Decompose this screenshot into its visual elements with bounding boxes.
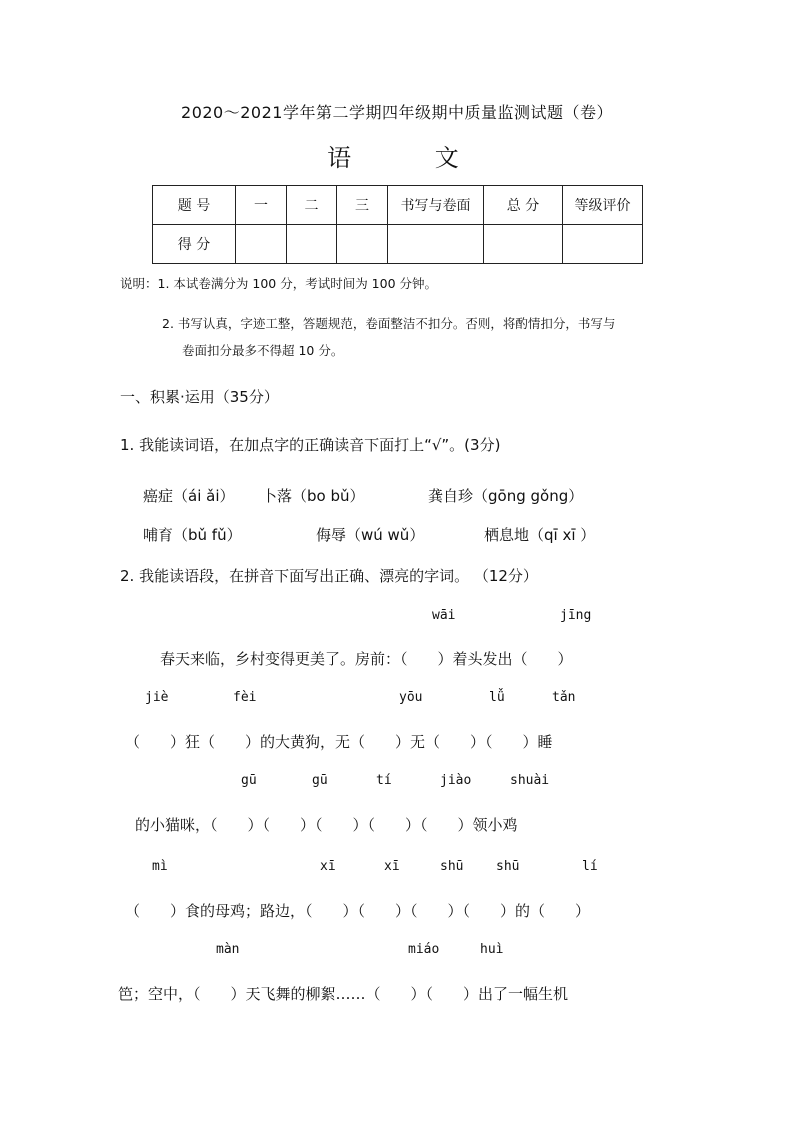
score-input-cell[interactable] [337,225,388,264]
score-table [152,185,643,264]
pinyin-label: gū [241,773,257,788]
text-line: 春天来临，乡村变得更美了。房前：（ ）着头发出（ ） [160,650,573,668]
score-input-cell[interactable] [388,225,484,264]
pinyin-label: huì [480,942,504,957]
pinyin-label: jiào [440,773,472,788]
pinyin-label: wāi [432,608,456,623]
note-line-1: 说明：1. 本试卷满分为 100 分，考试时间为 100 分钟。 [120,276,438,291]
pinyin-label: lí [582,859,598,874]
pinyin-label: yōu [399,690,423,705]
subject-title: 语 文 [327,144,497,172]
pinyin-label: gū [312,773,328,788]
q1-item: 侮辱（wú wǔ） [316,526,425,544]
question-1-prompt: 1. 我能读词语，在加点字的正确读音下面打上“√”。(3分) [120,436,501,454]
score-input-cell[interactable] [484,225,563,264]
section-heading: 一、积累·运用（35分） [120,388,279,406]
score-input-cell[interactable] [236,225,287,264]
note-line-3: 卷面扣分最多不得超 10 分。 [182,343,344,358]
text-line: 的小猫咪，（ ）（ ）（ ）（ ）（ ）领小鸡 [135,816,518,834]
table-cell: 等级评价 [563,186,643,225]
pinyin-label: xī [320,859,336,874]
q1-item: 栖息地（qī xī ） [484,526,596,544]
pinyin-label: shū [496,859,520,874]
table-cell: 一 [236,186,287,225]
pinyin-label: jiè [145,690,169,705]
pinyin-label: tǎn [552,690,576,705]
pinyin-label: lǚ [489,690,505,705]
score-input-cell[interactable] [287,225,337,264]
q1-item: 哺育（bǔ fǔ） [143,526,242,544]
exam-title: 2020～2021学年第二学期四年级期中质量监测试题（卷） [181,103,613,122]
table-cell: 三 [337,186,388,225]
pinyin-label: fèi [233,690,257,705]
question-2-prompt: 2. 我能读语段，在拼音下面写出正确、漂亮的字词。 （12分） [120,567,538,585]
pinyin-label: tí [376,773,392,788]
table-cell: 二 [287,186,337,225]
note-line-2: 2. 书写认真，字迹工整，答题规范，卷面整洁不扣分。否则，将酌情扣分，书写与 [162,316,616,331]
pinyin-label: xī [384,859,400,874]
table-cell: 题 号 [153,186,236,225]
table-cell: 总 分 [484,186,563,225]
pinyin-label: jīng [560,608,592,623]
pinyin-label: màn [216,942,240,957]
q1-item: 龚自珍（gōng gǒng） [428,487,584,505]
score-table-score-row [153,225,643,264]
pinyin-label: miáo [408,942,440,957]
q1-item: 癌症（ái ǎi） [143,487,235,505]
pinyin-label: mì [152,859,168,874]
table-cell: 书写与卷面 [388,186,484,225]
pinyin-label: shū [440,859,464,874]
score-table-header-row [153,186,643,225]
text-line: （ ）食的母鸡；路边，（ ）（ ）（ ）（ ）的（ ） [125,902,591,920]
q1-item: 卜落（bo bǔ） [262,487,365,505]
text-line: 笆；空中，（ ）天飞舞的柳絮……（ ）（ ）出了一幅生机 [118,985,569,1003]
text-line: （ ）狂（ ）的大黄狗，无（ ）无（ ）（ ）睡 [125,733,553,751]
pinyin-label: shuài [510,773,550,788]
table-cell: 得 分 [153,225,236,264]
score-input-cell[interactable] [563,225,643,264]
